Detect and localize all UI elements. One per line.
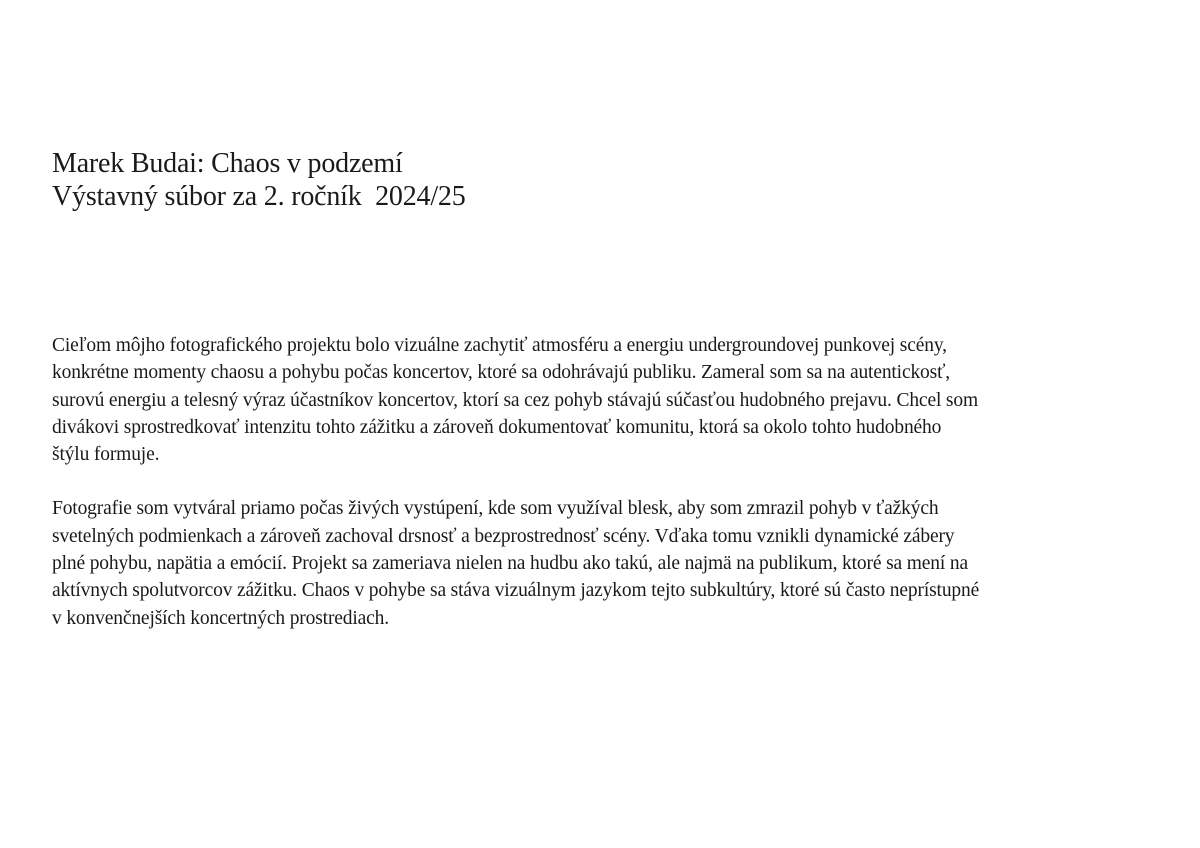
text-line: štýlu formuje. — [52, 444, 160, 466]
text-line: Cieľom môjho fotografického projektu bolo vizuálne zachytiť atmosféru a energiu undergroundovej punkovej scény, — [52, 335, 947, 356]
text-line: divákovi sprostredkovať intenzitu tohto zážitku a zároveň dokumentovať komunitu, ktorá sa okolo tohto hudobného — [52, 416, 942, 438]
title-block — [52, 147, 1152, 213]
text-line: surovú energiu a telesný výraz účastníkov koncertov, ktorí sa cez pohyb stávajú súčasťou hudobného prejavu. Chcel som — [52, 389, 978, 411]
paragraph-method — [52, 495, 1152, 631]
document-title: Marek Budai: Chaos v podzemí — [52, 148, 403, 179]
document-subtitle: Výstavný súbor za 2. ročník 2024/25 — [52, 181, 466, 212]
text-line: aktívnych spolutvorcov zážitku. Chaos v pohybe sa stáva vizuálnym jazykom tejto subkultúry, ktoré sú často neprístupné — [52, 580, 980, 602]
text-line: svetelných podmienkach a zároveň zachoval drsnosť a bezprostrednosť scény. Vďaka tomu vznikli dynamické zábery — [52, 525, 955, 547]
body-text — [52, 332, 1152, 632]
text-line: v konvenčnejších koncertných prostrediach. — [52, 607, 389, 629]
text-line: Fotografie som vytváral priamo počas živých vystúpení, kde som využíval blesk, aby som zmrazil pohyb v ťažkých — [52, 498, 939, 520]
text-line: plné pohybu, napätia a emócií. Projekt sa zameriava nielen na hudbu ako takú, ale najmä na publikum, ktoré sa mení na — [52, 553, 968, 575]
paragraph-intent — [52, 332, 1152, 468]
text-line: konkrétne momenty chaosu a pohybu počas koncertov, ktoré sa odohrávajú publiku. Zameral som sa na autentickosť, — [52, 362, 951, 384]
